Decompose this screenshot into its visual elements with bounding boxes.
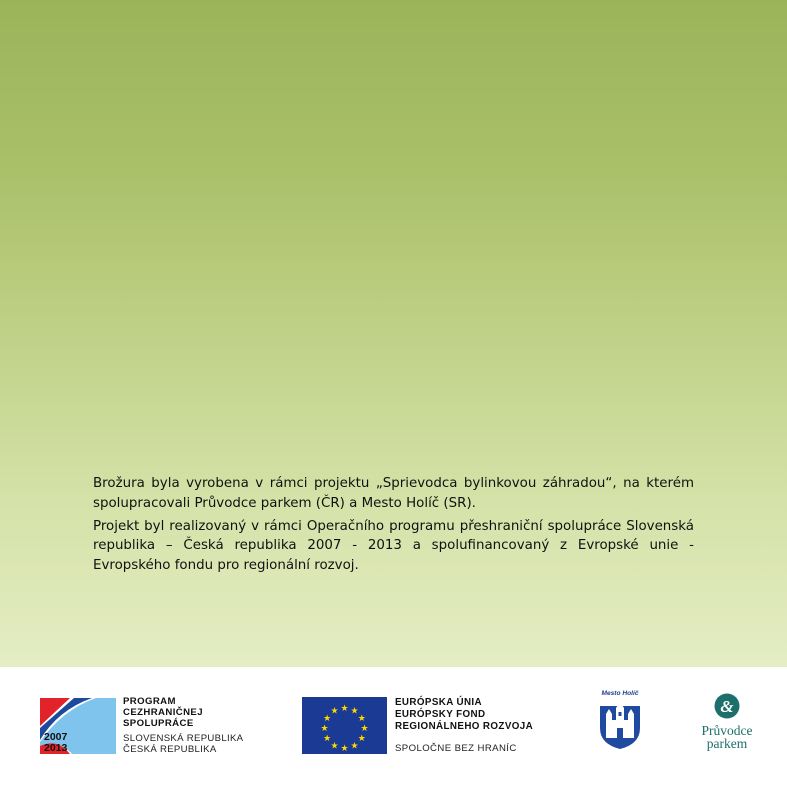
svg-text:★: ★ [340, 704, 349, 714]
program-country-1: SLOVENSKÁ REPUBLIKA [123, 732, 244, 744]
svg-text:★: ★ [330, 741, 339, 752]
svg-text:★: ★ [360, 724, 369, 734]
svg-text:★: ★ [357, 734, 366, 744]
eu-text [395, 697, 533, 754]
program-title-line-2: CEZHRANIČNEJ [123, 707, 203, 719]
credits-paragraph-1: Brožura byla vyrobena v rámci projektu „Sprievodca bylinkovou záhradou“, na kterém spolupracovali Průvodce parkem (ČR) a Mesto Holíč (SR). [93, 476, 694, 511]
svg-text:&: & [720, 697, 734, 716]
program-title-line-1: PROGRAM [123, 696, 176, 707]
park-name-line-1: Průvodce [701, 723, 753, 738]
eu-motto: SPOLOČNE BEZ HRANÍC [395, 743, 517, 754]
park-emblem-icon [713, 693, 741, 719]
eu-title-line-3: REGIONÁLNEHO ROZVOJA [395, 721, 534, 732]
svg-text:★: ★ [357, 714, 366, 724]
svg-text:★: ★ [323, 714, 332, 724]
holic-logo [592, 690, 648, 754]
program-country-2: ČESKÁ REPUBLIKA [123, 743, 217, 755]
svg-text:★: ★ [350, 741, 359, 752]
coat-of-arms-icon [598, 698, 642, 750]
holic-name: Mesto Holíč [601, 690, 639, 697]
credits-paragraph-2: Projekt byl realizovaný v rámci Operačního programu přeshraniční spolupráce Slovenská republika – Česká republika 2007 - 2013 a spolufinancovaný z Evropské unie - Evropského fondu pro regionální rozvoj. [93, 518, 694, 573]
eu-title-line-1: EURÓPSKA ÚNIA [395, 697, 483, 708]
program-text [123, 696, 243, 755]
program-year-end: 2013 [44, 742, 68, 754]
program-title-line-3: SPOLUPRÁCE [123, 718, 194, 730]
svg-text:★: ★ [350, 706, 359, 717]
svg-text:★: ★ [340, 744, 349, 754]
svg-text:★: ★ [330, 706, 339, 717]
eu-flag-icon [302, 697, 387, 754]
park-logo [692, 693, 762, 750]
program-years [44, 732, 67, 754]
program-year-start: 2007 [44, 731, 68, 743]
credits-text [93, 474, 694, 579]
logo-strip [0, 667, 787, 787]
svg-text:★: ★ [323, 734, 332, 744]
svg-text:★: ★ [320, 724, 329, 734]
eu-title-line-2: EURÓPSKY FOND [395, 709, 486, 720]
park-name [692, 724, 762, 750]
park-name-line-2: parkem [706, 736, 748, 751]
